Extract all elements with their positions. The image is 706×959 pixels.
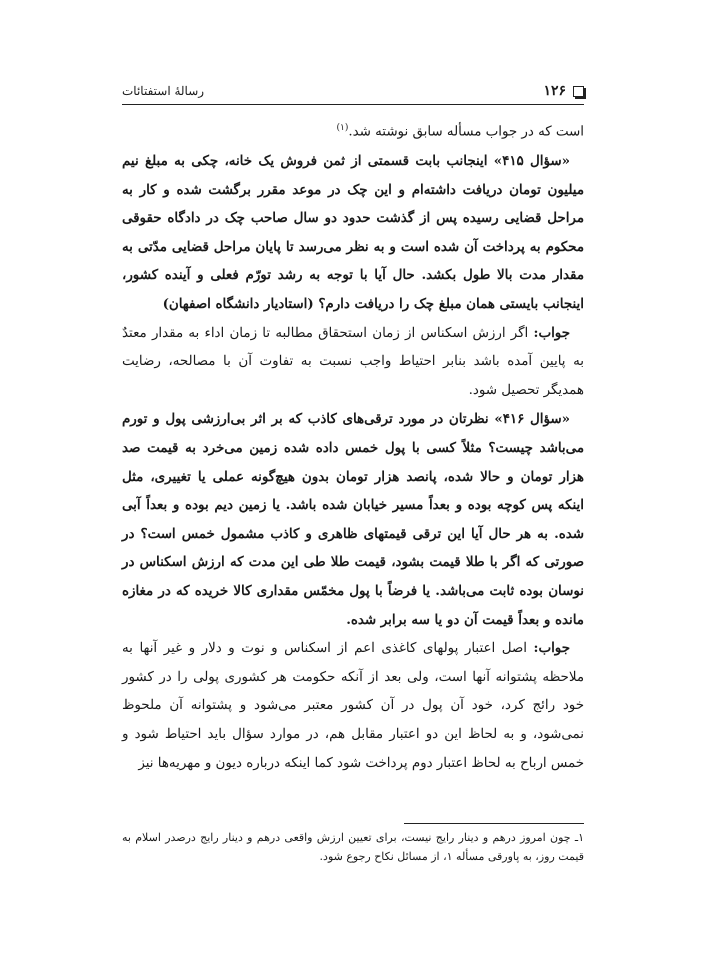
page-header — [122, 78, 584, 105]
answer-label: جواب: — [533, 640, 570, 657]
answer-label: جواب: — [533, 324, 570, 341]
paragraph-continuation — [122, 114, 584, 147]
answer-416 — [122, 634, 584, 778]
paragraph-text: است که در جواب مسأله سابق نوشته شد. — [348, 124, 584, 140]
answer-text: اصل اعتبار پولهای کاغذی اعم از اسکناس و نوت و دلار و غیر آنها به ملاحظه پشتوانه آنها است، ولی بعد از آنکه حکومت هر کشوری پولی را در کشور خود رائج کرد، خود آن پول در آن کشور معتبر می‌شود و پشتوانه آن ملحوظ نمی‌شود، و به لحاظ این دو اعتبار مقابل هم، در موارد سؤال باید احتیاط شود و خمس ارباح به لحاظ اعتبار دوم پرداخت شود کما اینکه درباره دیون و مهریه‌ها نیز — [122, 641, 584, 771]
question-416: «سؤال ۴۱۶» نظرتان در مورد ترقی‌های کاذب که بر اثر بی‌ارزشی پول و تورم می‌باشد چیست؟ مثلاً کسی با پول خمس داده شده زمین می‌خرد به قیمت صد هزار تومان و حالا شده، پانصد هزار تومان بدون هیچ‌گونه عملی یا تغییری، مثل اینکه پس کوچه بوده و بعداً مسیر خیابان شده باشد. یا زمین دیم بوده و بعداً آبی شده. به هر حال آیا این ترقی قیمتهای ظاهری و کاذب مشمول خمس است؟ در صورتی که اگر با طلا قیمت بشود، قیمت طلا طی این مدت که ارزش اسکناس در نوسان بوده ثابت می‌باشد. یا فرضاً با پول مخمّس مقداری کالا خریده که در مغازه مانده و بعداً قیمت آن دو یا سه برابر شده. — [122, 411, 584, 628]
square-bullet-icon — [573, 86, 584, 97]
footnote-reference: (۱) — [336, 123, 349, 133]
page-number-text: ۱۲۶ — [543, 83, 566, 99]
page-body — [122, 114, 584, 778]
answer-text: اگر ارزش اسکناس از زمان استحقاق مطالبه تا زمان اداء به مقدار معتدٌ به پایین آمده باشد بنابر احتیاط واجب نسبت به تفاوت آن با مصالحه، رضایت همدیگر تحصیل شود. — [122, 325, 584, 398]
question-415: «سؤال ۴۱۵» اینجانب بابت قسمتی از ثمن فروش یک خانه، چکی به مبلغ نیم میلیون تومان دریافت داشته‌ام و این چک در موعد مقرر برگشت شده و کار به مراحل قضایی رسیده پس از گذشت حدود دو سال صاحب چک در دادگاه حقوقی محکوم به پرداخت آن شده است و به نظر می‌رسد تا پایان مراحل قضایی مدّتی به مقدار مدت بالا طول بکشد. حال آیا با توجه به رشد تورّم فعلی و آینده کشور، اینجانب بایستی همان مبلغ چک را دریافت دارم؟ (استادیار دانشگاه اصفهان) — [122, 153, 584, 313]
footnote-divider — [404, 823, 584, 824]
running-title: رسالهٔ استفتائات — [122, 84, 205, 98]
answer-415 — [122, 319, 584, 406]
page-number — [543, 83, 584, 99]
footnote: ۱ـ چون امروز درهم و دینار رایج نیست، برای تعیین ارزش واقعی درهم و دینار رایج درصدر اسلام به قیمت روز، به پاورقی مسأله ۱، از مسائل نکاح رجوع شود. — [122, 831, 584, 863]
